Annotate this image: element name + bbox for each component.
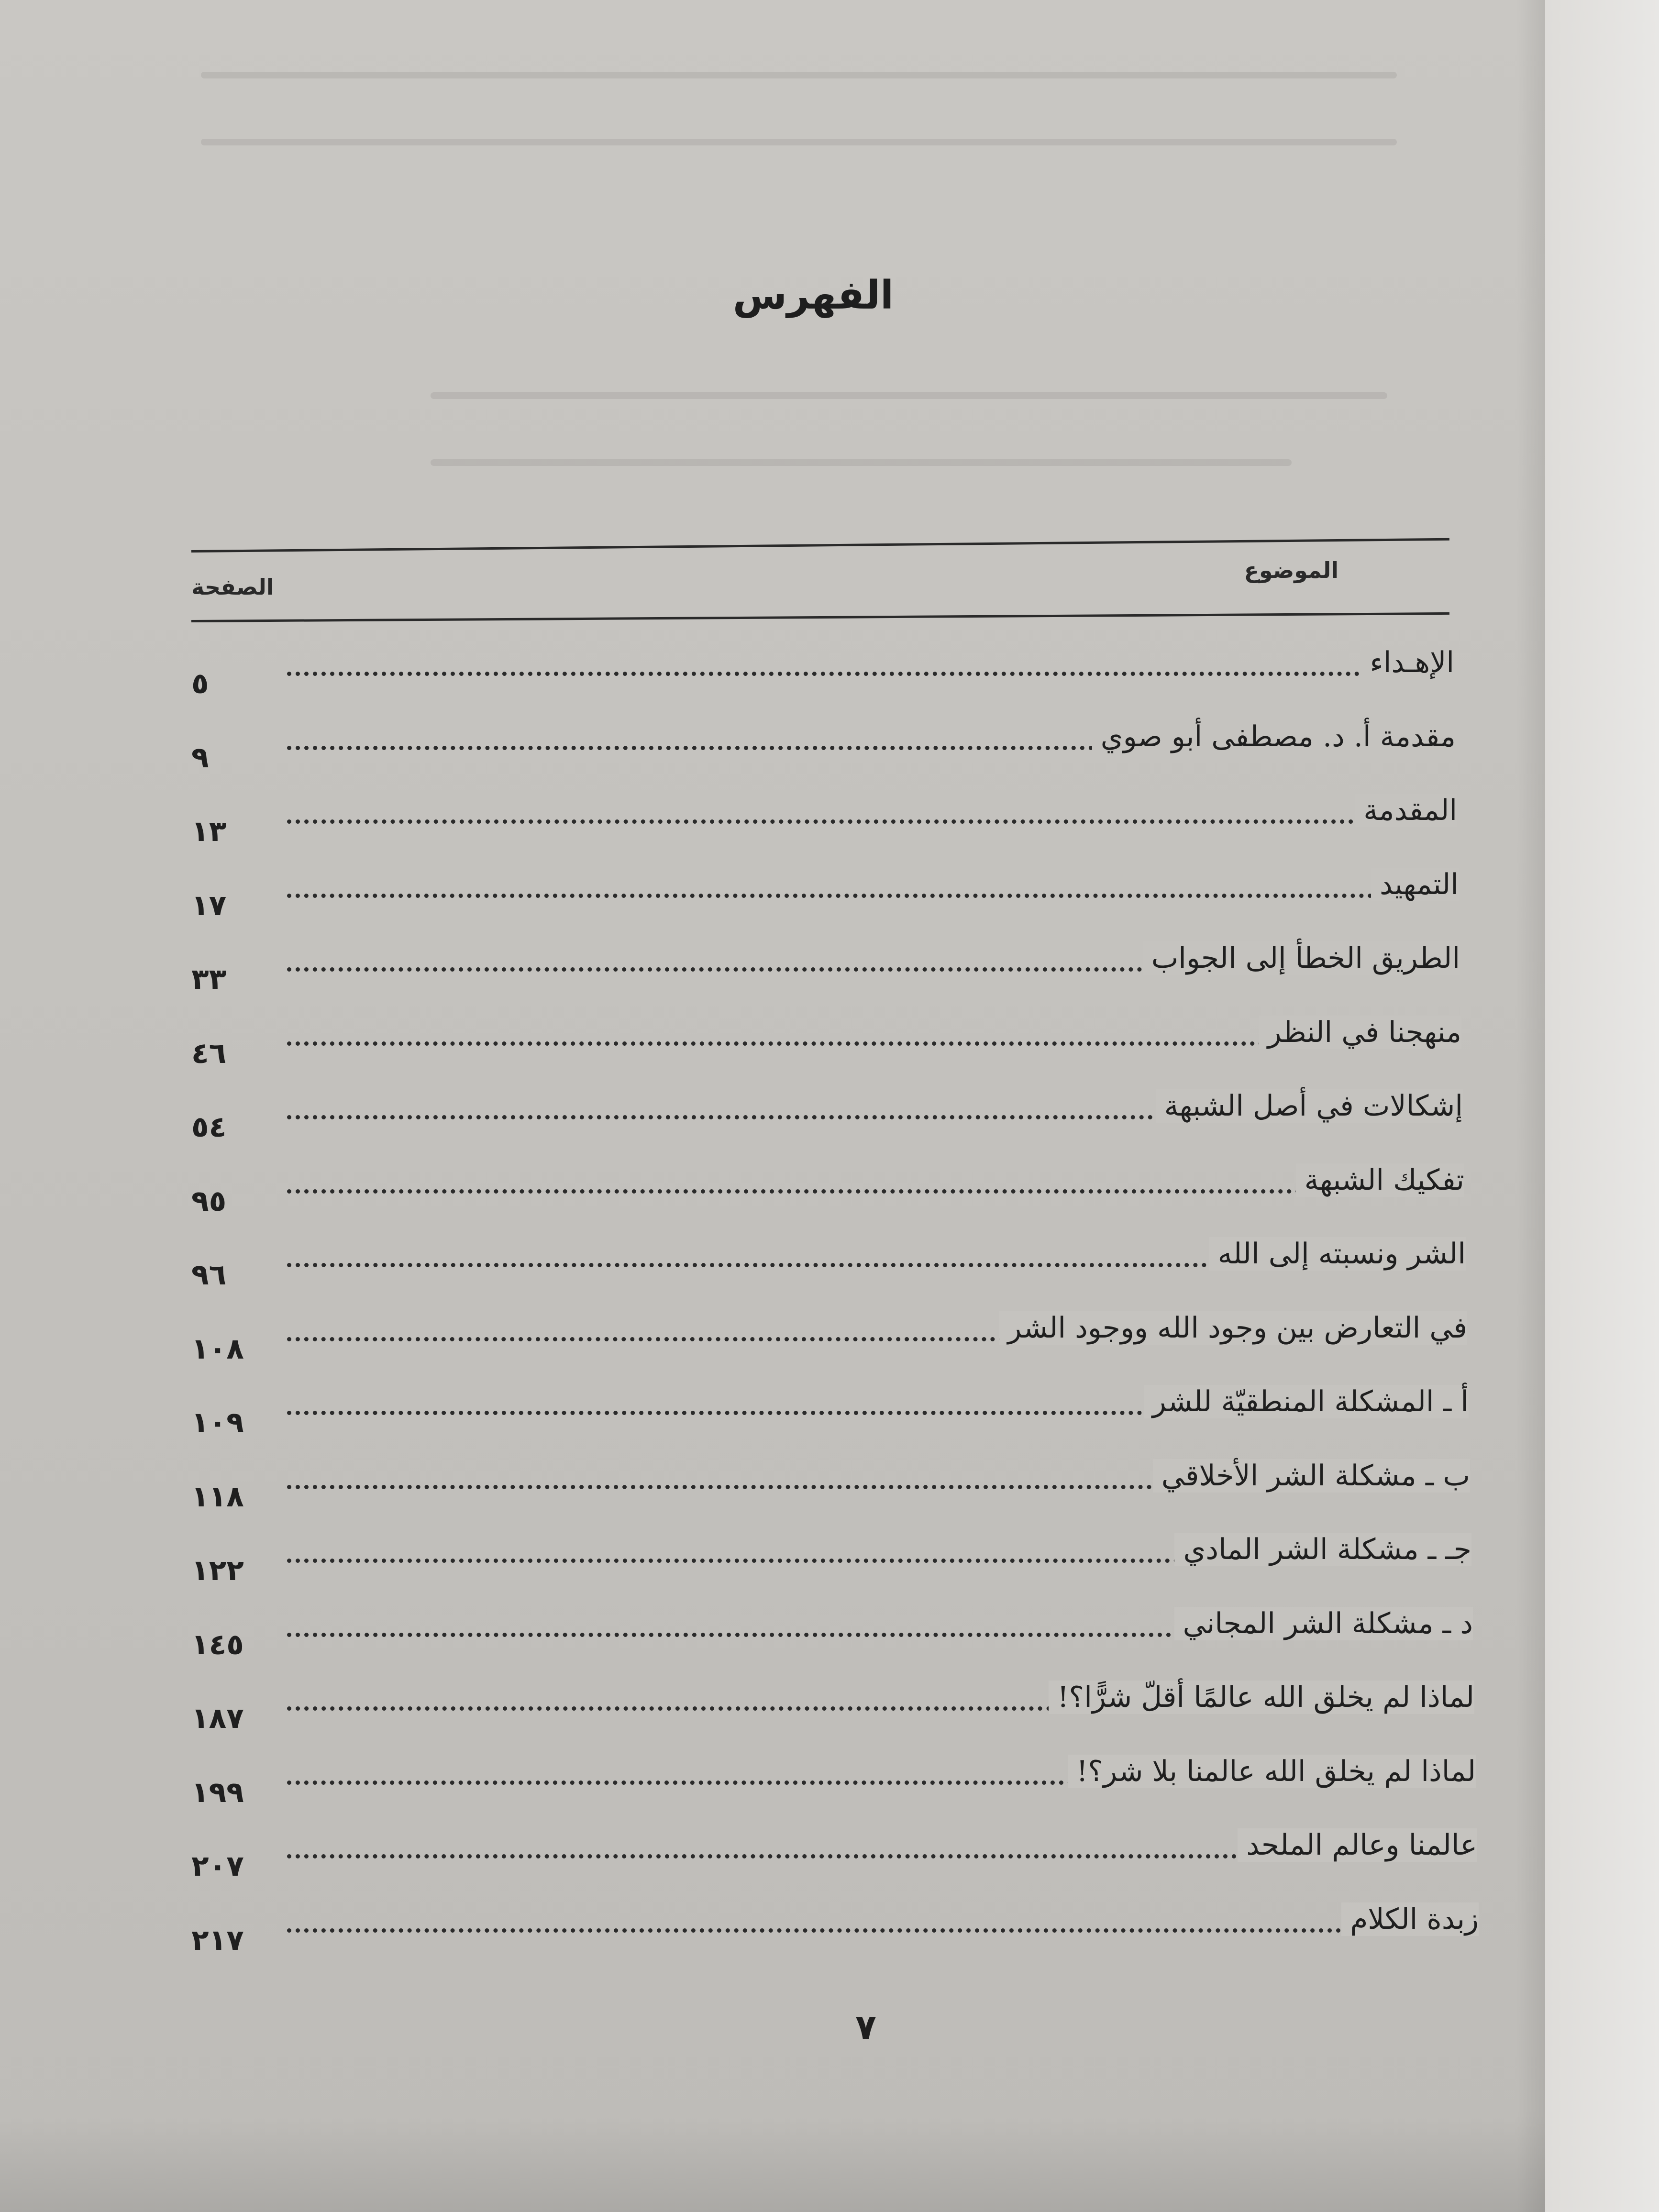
toc-entry-title: زبدة الكلام (1341, 1902, 1479, 1936)
adjacent-page (1545, 0, 1659, 2212)
page-title: الفهرس (732, 273, 894, 318)
toc-entry-page: ١٩٩ (191, 1775, 244, 1809)
toc-entry-page: ٥ (191, 667, 209, 700)
toc-entry-page: ١٠٩ (191, 1406, 244, 1439)
toc-entry-page: ١٨٧ (191, 1702, 244, 1735)
toc-entry-title: الطريق الخطأ إلى الجواب (1143, 941, 1460, 975)
toc-entry-page: ٩٥ (191, 1184, 227, 1218)
toc-row (191, 646, 1454, 703)
page-number: ٧ (855, 2007, 876, 2047)
toc-row (191, 1163, 1464, 1221)
toc-entry-title: منهجنا في النظر (1259, 1016, 1461, 1049)
toc-entry-page: ٩٦ (191, 1258, 227, 1292)
toc-row (191, 1385, 1469, 1442)
toc-entry-title: لماذا لم يخلق الله عالمنا بلا شر؟! (1068, 1755, 1476, 1788)
toc-row (191, 1311, 1467, 1369)
toc-row (191, 1607, 1473, 1664)
toc-entry-page: ١٠٨ (191, 1332, 244, 1366)
page-shadow (0, 2114, 1545, 2212)
toc-entry-page: ٢٠٧ (191, 1849, 244, 1883)
toc-entry-title: مقدمة أ. د. مصطفى أبو صوي (1092, 720, 1456, 753)
toc-entry-title: المقدمة (1355, 794, 1457, 827)
toc-entry-page: ١٧ (191, 888, 227, 922)
toc-entry-page: ١١٨ (191, 1480, 244, 1514)
toc-row (191, 720, 1456, 777)
toc-leader-dots (287, 894, 1459, 898)
toc-entry-title: د ـ مشكلة الشر المجاني (1174, 1607, 1473, 1640)
toc-leader-dots (287, 672, 1454, 676)
toc-leader-dots (287, 819, 1457, 824)
toc-entry-title: ب ـ مشكلة الشر الأخلاقي (1153, 1459, 1470, 1493)
toc-row (191, 794, 1457, 851)
toc-entry-title: في التعارض بين وجود الله ووجود الشر (999, 1311, 1468, 1345)
toc-row (191, 1828, 1477, 1886)
bleed-through-line (201, 72, 1397, 78)
toc-entry-title: جـ ـ مشكلة الشر المادي (1174, 1533, 1471, 1566)
toc-row (191, 941, 1460, 999)
toc-entry-page: ٣٣ (191, 962, 227, 996)
toc-entry-page: ١٣ (191, 815, 227, 848)
toc-leader-dots (287, 1928, 1479, 1933)
toc-row (191, 1237, 1466, 1294)
toc-entry-title: إشكالات في أصل الشبهة (1156, 1089, 1463, 1123)
column-header-page: الصفحة (191, 574, 274, 600)
toc-leader-dots (287, 1189, 1464, 1194)
toc-entry-title: عالمنا وعالم الملحد (1238, 1828, 1477, 1862)
toc-entry-title: تفكيك الشبهة (1296, 1163, 1464, 1197)
toc-row (191, 1459, 1470, 1516)
toc-row (191, 1902, 1479, 1960)
toc-row (191, 1755, 1476, 1812)
toc-entry-title: أ ـ المشكلة المنطقيّة للشر (1144, 1385, 1469, 1418)
toc-entry-title: التمهيد (1371, 868, 1459, 901)
toc-row (191, 868, 1459, 925)
toc-entry-title: الشر ونسبته إلى الله (1209, 1237, 1466, 1271)
toc-row (191, 1533, 1471, 1590)
toc-entry-title: الإهـداء (1361, 646, 1454, 679)
bleed-through-line (201, 139, 1397, 145)
toc-entry-title: لماذا لم يخلق الله عالمًا أقلّ شرًّا؟! (1049, 1681, 1474, 1714)
toc-entry-page: ١٤٥ (191, 1627, 244, 1661)
bleed-through-line (431, 392, 1387, 399)
column-header-topic: الموضوع (1244, 557, 1338, 583)
toc-row (191, 1089, 1463, 1147)
toc-row (191, 1681, 1474, 1738)
toc-entry-page: ٥٤ (191, 1110, 227, 1144)
page-edge-shadow (1516, 0, 1545, 2212)
toc-entry-page: ٩ (191, 741, 209, 774)
toc-row (191, 1016, 1461, 1073)
toc-entry-page: ٤٦ (191, 1036, 227, 1070)
header-rule-top (191, 538, 1449, 553)
toc-entry-page: ١٢٢ (191, 1554, 244, 1587)
toc-entry-page: ٢١٧ (191, 1923, 244, 1957)
bleed-through-line (431, 459, 1292, 466)
header-rule-bottom (191, 612, 1449, 622)
